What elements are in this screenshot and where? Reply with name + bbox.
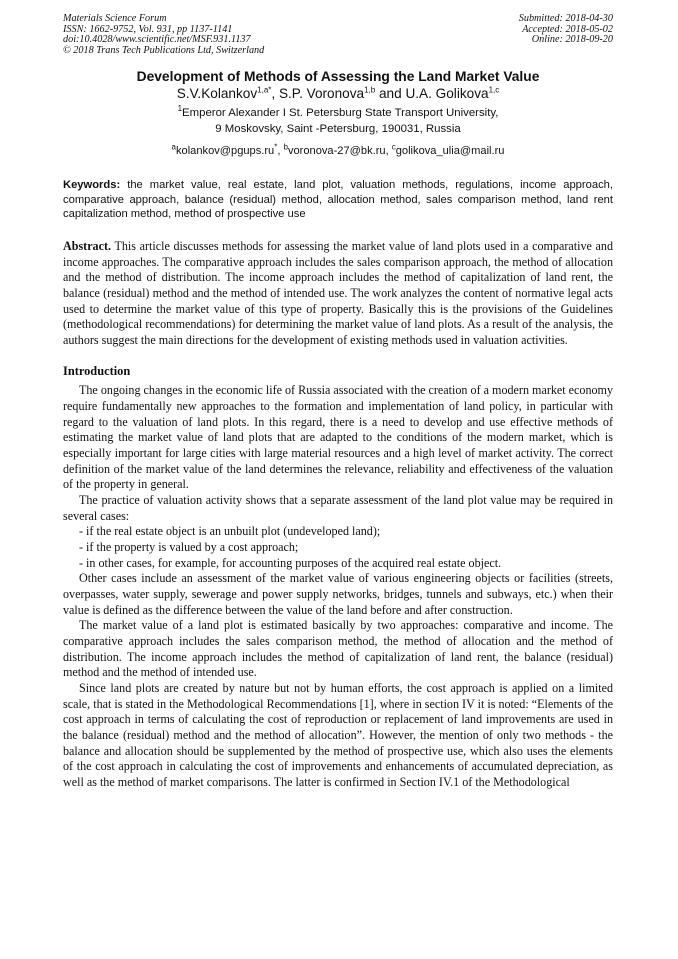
online-date: Online: 2018-09-20 — [531, 34, 613, 46]
intro-paragraph-3: Other cases include an assessment of the market value of various engineering objects or facilities (streets, overpasses, water supply, sewerage and power supply networks, bridges, tunnels and subways, etc.) when their value is defined as the difference between the value of the land before and after construction. — [63, 571, 613, 617]
author-3: U.A. Golikova — [405, 86, 489, 102]
submitted-date: Submitted: 2018-04-30 — [518, 13, 613, 24]
affiliation — [63, 106, 613, 137]
email-b-sup: b — [283, 142, 288, 152]
accepted-date: Accepted: 2018-05-02 — [522, 23, 613, 35]
intro-paragraph-5: Since land plots are created by nature but not by human efforts, the cost approach is applied on a limited scale, that is stated in the Methodological Recommendations [1], where in section IV it is noted: “Elements of the cost approach in terms of calculating the cost of reproduction or replacement of land improvements are used in the balance (residual) method and the method of allocation”. However, the mention of only two methods - the balance and allocation should be supplemented by the method of prospective use, which also uses the elements of the cost approach in calculating the cost of improvements and enhancements of accumulated depreciation, as well as the method of market comparisons. The latter is confirmed in Section IV.1 of the Methodological — [63, 680, 613, 789]
abstract-text: This article discusses methods for assessing the market value of land plots used in a comparative and income approaches. The comparative approach includes the sales comparison approach, the method of allocation and the method of distribution. The income approach includes the method of capitalization of land rent, the balance (residual) method and the method of intended use. The work analyzes the content of normative legal acts used to determine the market value of this type of property. Basically this is the provisions of the Guidelines (methodological recommendations) for determining the market value of land plots. As a result of the analysis, the authors suggest the main directions for the development of existing methods used in valuation activities. — [63, 238, 613, 347]
author-2-sup: 1,b — [364, 85, 376, 95]
author-sep-1: , — [271, 86, 279, 102]
email-sep-1: , — [277, 145, 284, 158]
journal-header — [63, 14, 613, 56]
intro-paragraph-1: The ongoing changes in the economic life of Russia associated with the creation of a modern market economy require fundamentally new approaches to the formation and implementation of land policy, in particular with regard to the valuation of land plots. In this regard, there is a need to develop and use effective methods of estimating the market value of land plots that are adapted to the conditions of the modern market, which is especially important for large cities with large material resources and a high level of market activity. The correct definition of the market value of the land determines the relevance, reliability and effectiveness of the valuation of the property in general. — [63, 383, 613, 492]
author-list — [63, 86, 613, 101]
introduction-body — [63, 383, 613, 790]
list-item-3: - in other cases, for example, for accounting purposes of the acquired real estate object. — [79, 555, 502, 570]
list-item-2: - if the property is valued by a cost approach; — [79, 540, 299, 555]
journal-issn: ISSN: 1662-9752, Vol. 931, pp 1137-1141 — [63, 23, 233, 35]
abstract-label: Abstract. — [63, 238, 112, 253]
journal-info — [63, 14, 264, 56]
author-3-sup: 1,c — [488, 85, 500, 95]
journal-name: Materials Science Forum — [63, 13, 167, 24]
intro-paragraph-4: The market value of a land plot is estimated basically by two approaches: comparative and income. The comparative approach includes the sales comparison method, the method of allocation and the method of distribution. The income approach includes the method of capitalization of land rent, the balance (residual) method and the method of intended use. — [63, 618, 613, 680]
keywords — [63, 178, 613, 222]
list-item-1: - if the real estate object is an unbuilt plot (undeveloped land); — [79, 524, 381, 539]
keywords-text: the market value, real estate, land plot, valuation methods, regulations, income approach, comparative approach, balance (residual) method, allocation method, sales comparison method, land rent capitalization method, method of prospective use — [63, 179, 613, 221]
intro-paragraph-2: The practice of valuation activity shows that a separate assessment of the land plot value may be required in several cases: — [63, 493, 613, 523]
affiliation-line-2: 9 Moskovsky, Saint -Petersburg, 190031, Russia — [215, 122, 461, 135]
abstract — [63, 239, 613, 349]
author-sep-2: and — [375, 86, 406, 102]
introduction-heading: Introduction — [63, 364, 131, 379]
author-1: S.V.Kolankov — [176, 86, 258, 102]
journal-copyright: © 2018 Trans Tech Publications Ltd, Switzerland — [63, 44, 265, 56]
affiliation-sup: 1 — [177, 104, 183, 114]
email-b[interactable]: voronova-27@bk.ru — [287, 145, 386, 158]
email-a[interactable]: kolankov@pgups.ru — [176, 145, 275, 158]
paper-title: Development of Methods of Assessing the Land Market Value — [136, 69, 540, 85]
paper-page — [63, 14, 613, 791]
email-a-sup: a — [171, 142, 176, 152]
journal-doi: doi:10.4028/www.scientific.net/MSF.931.1137 — [63, 34, 251, 46]
submission-dates — [519, 14, 613, 56]
email-c[interactable]: golikova_ulia@mail.ru — [395, 145, 505, 158]
author-2: S.P. Voronova — [278, 86, 365, 102]
email-c-sup: c — [391, 142, 396, 152]
email-sep-2: , — [385, 145, 392, 158]
affiliation-line-1 — [63, 106, 613, 122]
author-1-sup: 1,a* — [257, 85, 272, 95]
email-star: * — [274, 142, 278, 152]
keywords-label: Keywords: — [63, 179, 121, 192]
author-emails — [63, 142, 613, 158]
affiliation-text-1: Emperor Alexander I St. Petersburg State Transport University, — [182, 107, 499, 120]
